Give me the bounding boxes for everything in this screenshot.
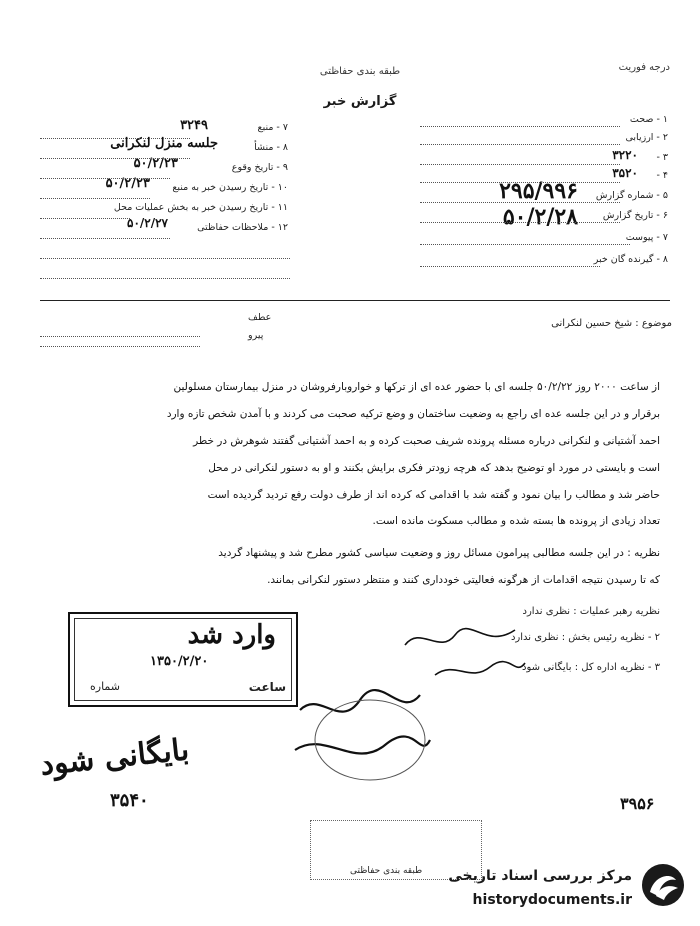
follow-up-label: پیرو (248, 330, 264, 341)
stamp-time-label: ساعت (248, 680, 286, 694)
archive-number: ۳۵۴۰ (110, 790, 149, 811)
field-evaluation-label: ۲ - ارزیابی (625, 132, 668, 143)
field-source-label: ۷ - منبع (257, 122, 288, 133)
note-directorate: ۳ - نظریه اداره کل : بایگانی شود (522, 662, 660, 673)
field-received-source-value: ۵۰/۲/۲۳ (105, 176, 150, 191)
field-4-label: ۴ - (656, 170, 668, 181)
header-divider (40, 300, 670, 301)
body-line: احمد آشتیانی و لنکرانی درباره مسئله پرونده شریف صحبت کرده و به احمد آشتیانی گفتند شوهرش در خطر (193, 435, 660, 447)
field-event-date-label: ۹ - تاریخ وقوع (231, 162, 288, 173)
archive-logo-icon (640, 862, 686, 908)
field-accuracy-label: ۱ - صحت (629, 114, 668, 125)
priority-label: درجه فوریت (618, 62, 670, 73)
handwritten-signature (280, 670, 440, 790)
stamp-number-label: شماره (90, 680, 121, 693)
received-stamp (68, 612, 298, 707)
field-source-value: ۳۲۴۹ (180, 118, 208, 133)
body-line: از ساعت ۲۰۰۰ روز ۵۰/۲/۲۲ جلسه ای با حضور عده ای از ترکها و خواروبارفروشان در منزل بیمارستان مسلولین (173, 381, 660, 393)
archive-org-name: مرکز بررسی اسناد تاریخی (448, 868, 632, 884)
report-title: گزارش خبر (323, 94, 397, 109)
field-event-date-value: ۵۰/۲/۲۳ (133, 156, 178, 171)
subject-row (40, 310, 672, 344)
field-recipients-label: ۸ - گیرنده گان خبر (593, 254, 668, 265)
field-4-value: ۳۵۲۰ (612, 166, 638, 180)
body-line: نظریه : در این جلسه مطالبی پیرامون مسائل روز و وضعیت سیاسی کشور مطرح شد و پیشنهاد گردید (218, 547, 660, 559)
body-line: که تا رسیدن نتیجه اقدامات از هرگونه فعالیتی خودداری کنند و منتظر دستور لنکرانی بمانند. (267, 574, 660, 586)
body-line: حاضر شد و مطالب را بیان نمود و گفته شد با اقدامی که کرده اند از طرف دولت رفع تردید گردیده است (207, 489, 660, 501)
field-received-ops-label: ۱۱ - تاریخ رسیدن خبر به بخش عملیات محل (113, 202, 288, 213)
classification-label: طبقه بندی حفاظتی (319, 66, 401, 77)
note-ops-chief: نظریه رهبر عملیات : نظری ندارد (522, 606, 660, 617)
field-report-date-value: ۵۰/۲/۲۸ (502, 204, 578, 230)
note-section-head: ۲ - نظریه رئیس بخش : نظری ندارد (510, 632, 660, 643)
reference-label: عطف (248, 312, 272, 323)
body-line: برقرار و در این جلسه عده ای راجع به وضعیت ساختمان و وضع ترکیه صحبت می کردند و با آمدن شخص تازه وارد (166, 408, 660, 420)
stamp-word: وارد شد (187, 620, 276, 650)
body-line: است و بایستی در مورد او توضیح بدهد که هرچه زودتر فکری برایش بکنند و او به دستور لنکرانی در محل (208, 462, 660, 474)
archive-url: historydocuments.ir (472, 892, 632, 908)
field-3-value: ۳۲۲۰ (612, 148, 638, 162)
field-attachment-label: ۷ - پیوست (625, 232, 668, 243)
field-security-notes-label: ۱۲ - ملاحظات حفاظتی (197, 222, 288, 233)
field-report-number-label: ۵ - شماره گزارش (595, 190, 668, 201)
archive-handwriting: بایگانی شود (38, 732, 191, 783)
page-number: ۳۹۵۶ (620, 794, 655, 813)
field-report-number-value: ۲۹۵/۹۹۶ (499, 178, 578, 204)
field-origin-value: جلسه منزل لنکرانی (110, 136, 218, 151)
stamp-date: ۱۳۵۰/۲/۲۰ (150, 654, 209, 669)
field-origin-label: ۸ - منشأ (254, 142, 288, 153)
subject-text: موضوع : شیخ حسین لنکرانی (551, 318, 672, 329)
right-fields (400, 110, 668, 270)
footer-classification: طبقه بندی حفاظتی (350, 866, 423, 876)
body-line: تعداد زیادی از پرونده ها بسته شده و مطالب مسکوت مانده است. (372, 515, 660, 527)
field-3-label: ۳ - (656, 152, 668, 163)
field-received-source-label: ۱۰ - تاریخ رسیدن خبر به منبع (172, 182, 288, 193)
field-security-notes-value: ۵۰/۲/۲۷ (127, 216, 168, 230)
field-report-date-label: ۶ - تاریخ گزارش (602, 210, 668, 221)
signature-scribble (400, 620, 520, 660)
signature-scribble (430, 655, 530, 685)
